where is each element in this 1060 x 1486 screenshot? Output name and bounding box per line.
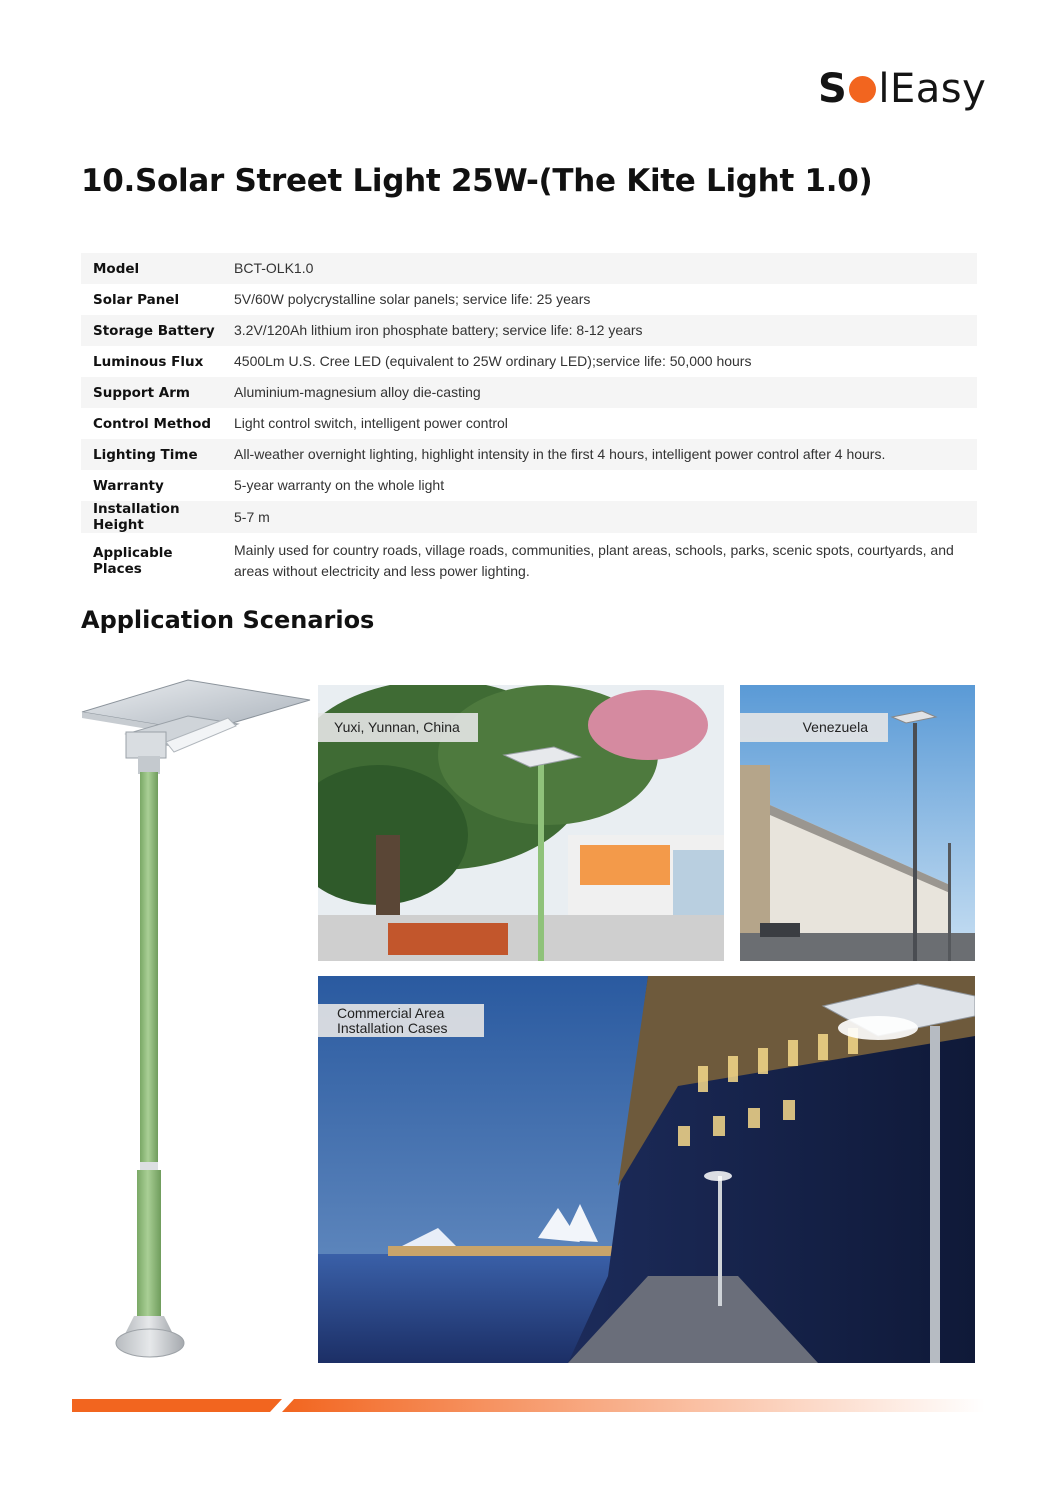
spec-value: Light control switch, intelligent power control — [234, 415, 508, 431]
spec-row — [81, 533, 977, 589]
logo-word-easy: Easy — [889, 66, 987, 112]
spec-row — [81, 501, 977, 533]
spec-value: All-weather overnight lighting, highlight intensity in the first 4 hours, intelligent power control after 4 hours. — [224, 439, 977, 470]
photo-venezuela — [740, 685, 975, 961]
spec-label: Model — [81, 253, 224, 284]
spec-value: Mainly used for country roads, village roads, communities, plant areas, schools, parks, scenic spots, courtyards, and areas without electricity and less power lighting. — [234, 542, 954, 579]
spec-value: BCT-OLK1.0 — [224, 253, 977, 284]
page-title: 10.Solar Street Light 25W-(The Kite Light 1.0) — [81, 163, 873, 199]
logo-sun-icon — [849, 76, 876, 103]
spec-value: 5-year warranty on the whole light — [234, 477, 445, 493]
section-title: Application Scenarios — [81, 606, 375, 634]
spec-label: Support Arm — [81, 377, 224, 408]
photo-caption — [318, 1004, 484, 1037]
spec-label: Storage Battery — [81, 315, 224, 346]
spec-value: 5-7 m — [224, 501, 977, 533]
spec-row — [81, 377, 977, 408]
product-lamp-image — [78, 676, 318, 1371]
spec-value: 5V/60W polycrystalline solar panels; service life: 25 years — [234, 291, 591, 307]
footer-accent-bar — [0, 1396, 1060, 1416]
spec-value: Aluminium-magnesium alloy die-casting — [224, 377, 977, 408]
logo-letter-l: l — [878, 66, 890, 112]
brand-logo — [818, 64, 986, 114]
spec-row — [81, 346, 977, 377]
logo-letter-s: S — [818, 66, 848, 112]
photo-caption: Venezuela — [740, 713, 888, 742]
caption-line: Installation Cases — [337, 1020, 448, 1036]
spec-label: Installation Height — [81, 501, 224, 533]
spec-table — [81, 253, 977, 589]
spec-row — [81, 253, 977, 284]
photo-caption: Yuxi, Yunnan, China — [318, 713, 478, 742]
spec-row — [81, 439, 977, 470]
spec-row — [81, 408, 977, 439]
spec-label: Solar Panel — [93, 291, 180, 308]
spec-label: Control Method — [93, 415, 212, 432]
spec-row — [81, 470, 977, 501]
caption-line: Commercial Area — [337, 1005, 445, 1021]
spec-row — [81, 284, 977, 315]
spec-label: Lighting Time — [81, 439, 224, 470]
photo-commercial-area — [318, 976, 975, 1363]
spec-label: Applicable Places — [93, 545, 173, 577]
spec-row — [81, 315, 977, 346]
spec-label: Luminous Flux — [93, 353, 204, 370]
spec-value: 3.2V/120Ah lithium iron phosphate battery; service life: 8-12 years — [224, 315, 977, 346]
spec-value: 4500Lm U.S. Cree LED (equivalent to 25W ordinary LED);service life: 50,000 hours — [234, 353, 752, 369]
photo-yuxi — [318, 685, 724, 961]
spec-label: Warranty — [93, 477, 164, 494]
